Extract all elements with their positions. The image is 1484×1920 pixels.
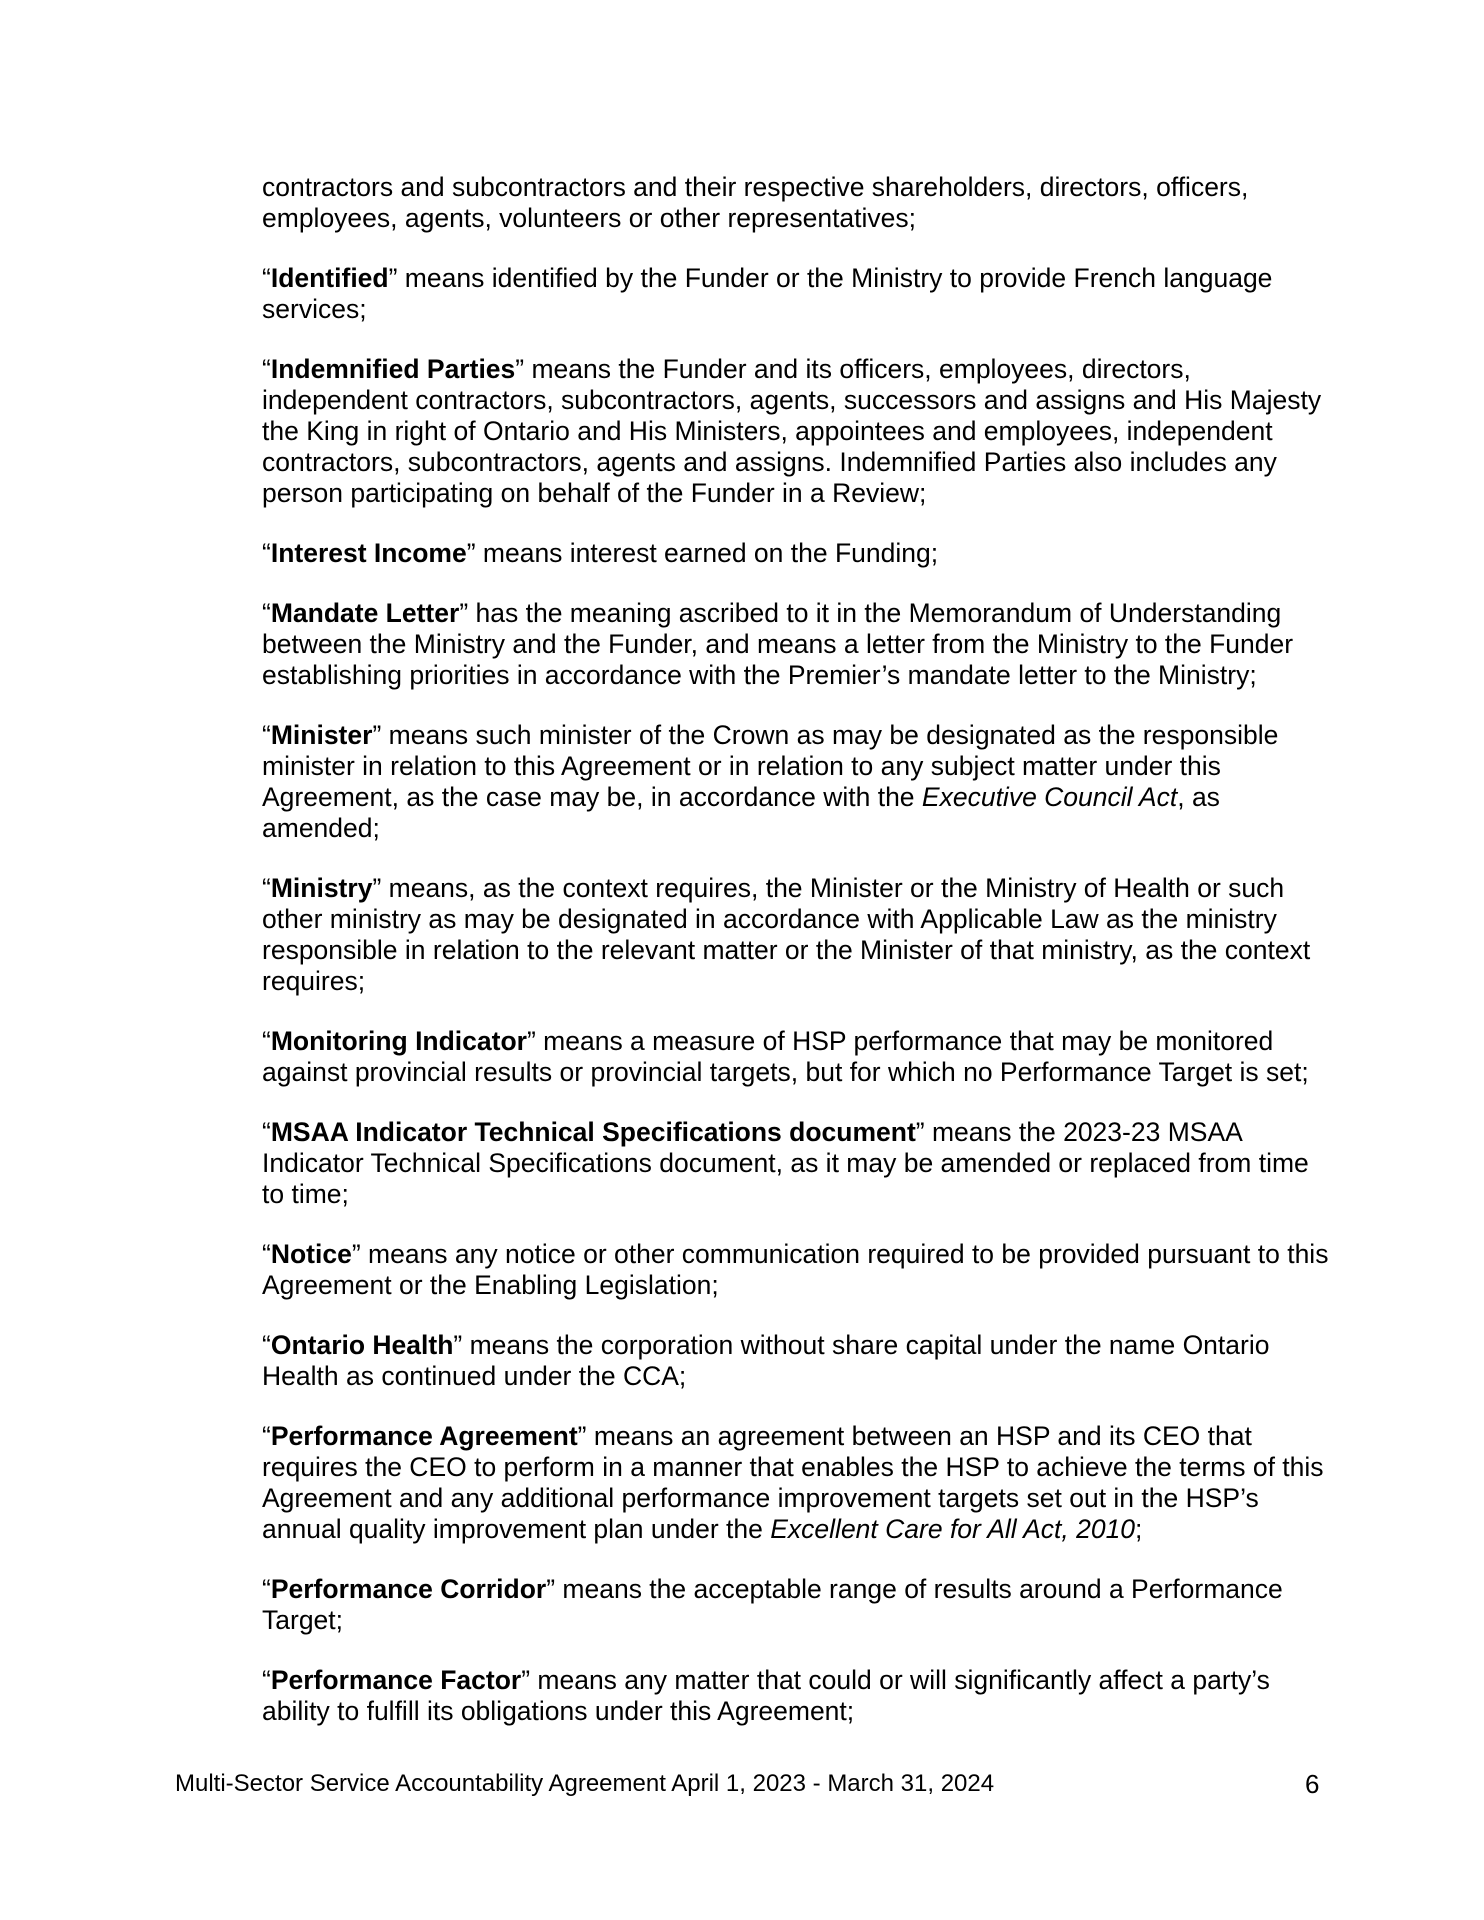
open-quote: “ bbox=[262, 1665, 271, 1695]
close-quote: ” bbox=[466, 538, 476, 568]
defined-term: Performance Agreement bbox=[270, 1421, 578, 1451]
definition-paragraph bbox=[262, 598, 1332, 691]
definition-paragraph bbox=[262, 1330, 1332, 1392]
definition-paragraph bbox=[262, 538, 1332, 569]
defined-term: MSAA Indicator Technical Specifications document bbox=[270, 1117, 916, 1147]
open-quote: “ bbox=[262, 263, 271, 293]
close-quote: ” bbox=[372, 873, 382, 903]
definition-text: means any notice or other communication required to be provided pursuant to this Agreement or the Enabling Legislation; bbox=[262, 1239, 1329, 1300]
open-quote: “ bbox=[262, 354, 271, 384]
close-quote: ” bbox=[459, 598, 469, 628]
definition-text: means the acceptable range of results around a Performance Target; bbox=[262, 1574, 1283, 1635]
close-quote: ” bbox=[577, 1421, 587, 1451]
defined-term: Performance Corridor bbox=[270, 1574, 547, 1604]
definition-paragraph bbox=[262, 354, 1332, 509]
defined-term: Monitoring Indicator bbox=[270, 1026, 527, 1056]
close-quote: ” bbox=[521, 1665, 531, 1695]
definition-paragraph bbox=[262, 873, 1332, 997]
definitions-list bbox=[262, 263, 1332, 1727]
definition-text: means such minister of the Crown as may be designated as the responsible minister in relation to this Agreement or in relation to any subject matter under this Agreement, as the case may be, in accordance with the bbox=[262, 720, 1279, 812]
definition-paragraph bbox=[262, 1239, 1332, 1301]
defined-term: Ministry bbox=[270, 873, 373, 903]
definition-text: means the 2023-23 MSAA Indicator Technical Specifications document, as it may be amended or replaced from time to time; bbox=[262, 1117, 1309, 1209]
defined-term: Ontario Health bbox=[270, 1330, 454, 1360]
definition-text: means any matter that could or will significantly affect a party’s ability to fulfill its obligations under this Agreement; bbox=[262, 1665, 1270, 1726]
italic-act-title: Excellent Care for All Act, 2010 bbox=[770, 1514, 1136, 1544]
defined-term: Minister bbox=[270, 720, 373, 750]
definition-paragraph bbox=[262, 1665, 1332, 1727]
open-quote: “ bbox=[262, 720, 271, 750]
defined-term: Interest Income bbox=[270, 538, 467, 568]
definition-text: means the Funder and its officers, employees, directors, independent contractors, subcontractors, agents, successors and assigns and His Majesty the King in right of Ontario and His Ministers, appointees and employees, independent contractors, subcontractors, agents and assigns. Indemnified Parties also includes any person participating on behalf of the Funder in a Review; bbox=[262, 354, 1322, 508]
open-quote: “ bbox=[262, 1239, 271, 1269]
close-quote: ” bbox=[372, 720, 382, 750]
close-quote: ” bbox=[546, 1574, 556, 1604]
close-quote: ” bbox=[526, 1026, 536, 1056]
defined-term: Mandate Letter bbox=[270, 598, 460, 628]
definition-paragraph bbox=[262, 720, 1332, 844]
document-body bbox=[262, 172, 1332, 1756]
definition-text: means a measure of HSP performance that may be monitored against provincial results or provincial targets, but for which no Performance Target is set; bbox=[262, 1026, 1309, 1087]
open-quote: “ bbox=[262, 598, 271, 628]
definition-paragraph bbox=[262, 1421, 1332, 1545]
open-quote: “ bbox=[262, 1574, 271, 1604]
close-quote: ” bbox=[351, 1239, 361, 1269]
open-quote: “ bbox=[262, 538, 271, 568]
close-quote: ” bbox=[453, 1330, 463, 1360]
definition-paragraph bbox=[262, 1117, 1332, 1210]
definition-paragraph bbox=[262, 263, 1332, 325]
close-quote: ” bbox=[515, 354, 525, 384]
open-quote: “ bbox=[262, 1026, 271, 1056]
defined-term: Notice bbox=[270, 1239, 352, 1269]
definition-text: means, as the context requires, the Minister or the Ministry of Health or such other ministry as may be designated in accordance with Applicable Law as the ministry responsible in relation to the relevant matter or the Minister of that ministry, as the context requires; bbox=[262, 873, 1311, 996]
definition-text-end: , as amended; bbox=[262, 782, 1220, 843]
footer-title: Multi-Sector Service Accountability Agreement April 1, 2023 - March 31, 2024 bbox=[175, 1770, 995, 1797]
definition-paragraph bbox=[262, 1574, 1332, 1636]
close-quote: ” bbox=[915, 1117, 925, 1147]
page-number: 6 bbox=[1305, 1769, 1320, 1799]
definition-text: means an agreement between an HSP and its CEO that requires the CEO to perform in a manner that enables the HSP to achieve the terms of this Agreement and any additional performance improvement targets set out in the HSP’s annual quality improvement plan under the bbox=[262, 1421, 1324, 1544]
open-quote: “ bbox=[262, 1330, 271, 1360]
definition-text: means the corporation without share capital under the name Ontario Health as continued under the CCA; bbox=[262, 1330, 1270, 1391]
italic-act-title: Executive Council Act bbox=[921, 782, 1178, 812]
definition-paragraph bbox=[262, 1026, 1332, 1088]
definition-text: means identified by the Funder or the Ministry to provide French language services; bbox=[262, 263, 1273, 324]
defined-term: Identified bbox=[270, 263, 389, 293]
close-quote: ” bbox=[388, 263, 398, 293]
defined-term: Performance Factor bbox=[270, 1665, 522, 1695]
open-quote: “ bbox=[262, 1421, 271, 1451]
definition-text-end: ; bbox=[1135, 1514, 1143, 1544]
defined-term: Indemnified Parties bbox=[270, 354, 516, 384]
open-quote: “ bbox=[262, 1117, 271, 1147]
continuation-paragraph: contractors and subcontractors and their respective shareholders, directors, officers, employees, agents, volunteers or other representatives; bbox=[262, 172, 1249, 233]
open-quote: “ bbox=[262, 873, 271, 903]
definition-text: means interest earned on the Funding; bbox=[475, 538, 939, 568]
definition-text: has the meaning ascribed to it in the Memorandum of Understanding between the Ministry and the Funder, and means a letter from the Ministry to the Funder establishing priorities in accordance with the Premier’s mandate letter to the Ministry; bbox=[262, 598, 1294, 690]
